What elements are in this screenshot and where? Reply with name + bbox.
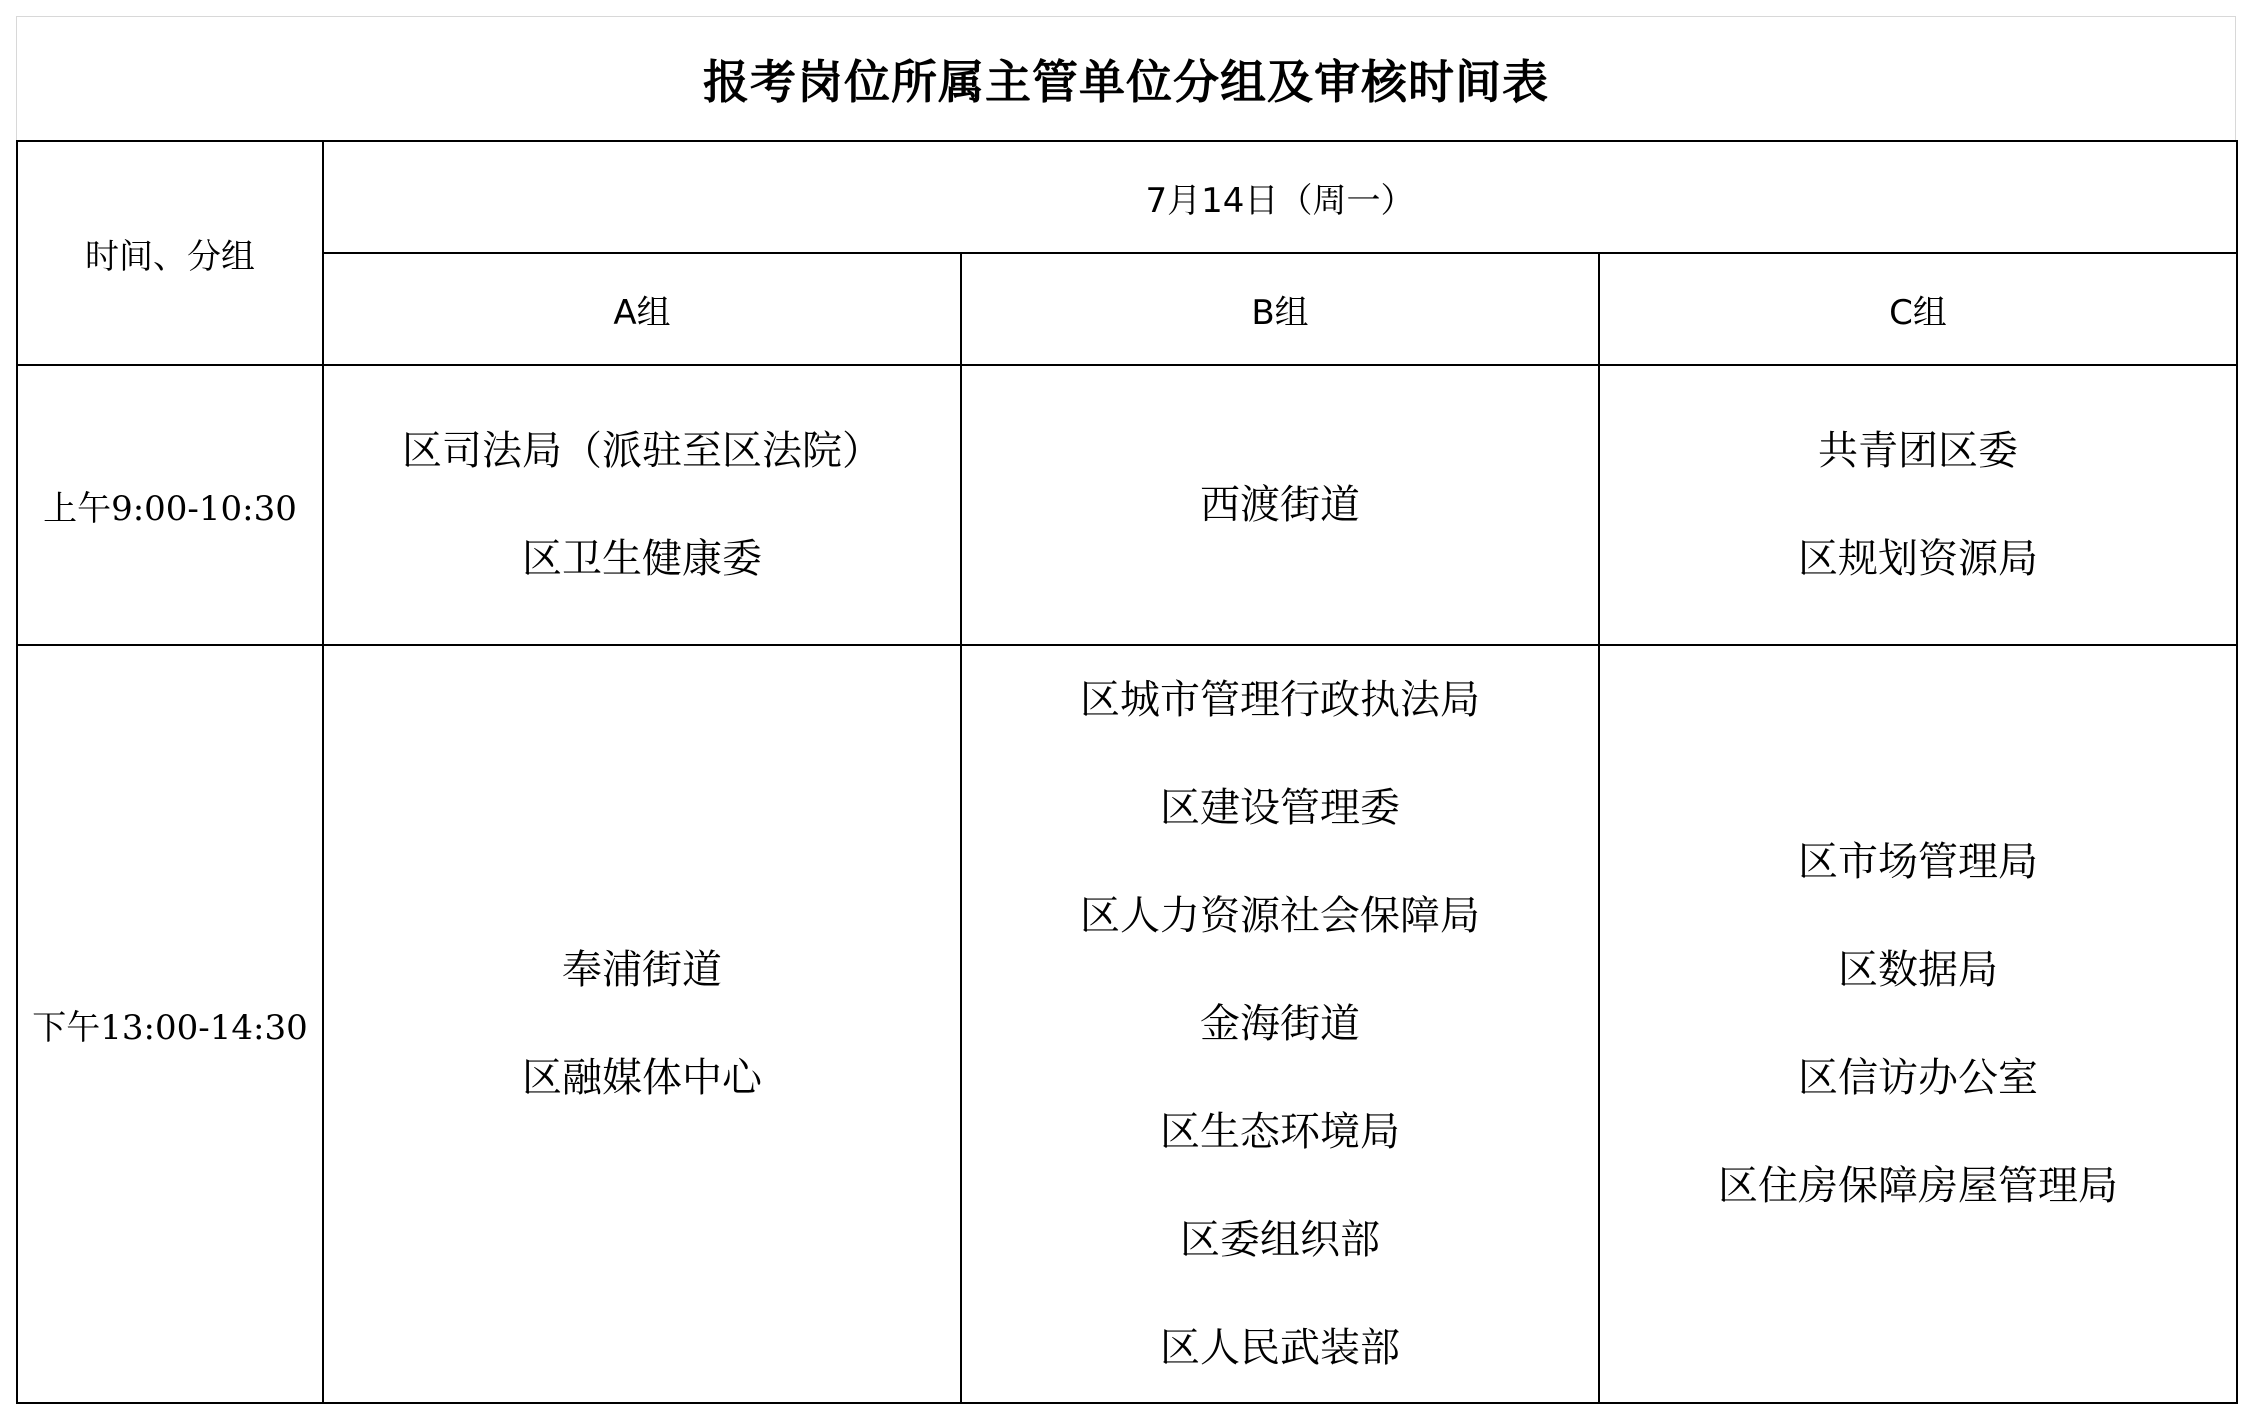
unit-list bbox=[1600, 397, 2236, 613]
unit-item: 区城市管理行政执法局 bbox=[1080, 677, 1480, 723]
afternoon-group-b-cell bbox=[961, 645, 1599, 1403]
unit-item: 区住房保障房屋管理局 bbox=[1718, 1163, 2118, 1209]
morning-group-a-cell bbox=[323, 365, 961, 645]
time-slot-afternoon: 下午13:00-14:30 bbox=[17, 645, 323, 1403]
unit-item: 西渡街道 bbox=[1200, 482, 1360, 528]
unit-list bbox=[1600, 808, 2236, 1240]
unit-list bbox=[962, 451, 1598, 559]
unit-item: 区市场管理局 bbox=[1798, 839, 2038, 885]
unit-item: 区数据局 bbox=[1838, 947, 1998, 993]
morning-group-b-cell bbox=[961, 365, 1599, 645]
unit-item: 区生态环境局 bbox=[1160, 1109, 1400, 1155]
unit-item: 区建设管理委 bbox=[1160, 785, 1400, 831]
morning-group-c-cell bbox=[1599, 365, 2237, 645]
group-a-header: A组 bbox=[323, 253, 961, 365]
afternoon-group-a-cell bbox=[323, 645, 961, 1403]
unit-item: 区司法局（派驻至区法院） bbox=[402, 428, 882, 474]
unit-list bbox=[324, 916, 960, 1132]
title-box bbox=[16, 16, 2236, 140]
unit-item: 区人力资源社会保障局 bbox=[1080, 893, 1480, 939]
time-slot-morning: 上午9:00-10:30 bbox=[17, 365, 323, 645]
unit-list bbox=[962, 646, 1598, 1402]
unit-item: 区融媒体中心 bbox=[522, 1055, 762, 1101]
unit-item: 区人民武装部 bbox=[1160, 1325, 1400, 1371]
afternoon-row bbox=[17, 645, 2237, 1403]
date-header: 7月14日（周一） bbox=[323, 141, 2237, 253]
unit-item: 金海街道 bbox=[1200, 1001, 1360, 1047]
schedule-sheet bbox=[16, 16, 2236, 1384]
corner-header: 时间、分组 bbox=[17, 141, 323, 365]
unit-list bbox=[324, 397, 960, 613]
group-c-header: C组 bbox=[1599, 253, 2237, 365]
morning-row bbox=[17, 365, 2237, 645]
header-row-groups bbox=[17, 253, 2237, 365]
header-row-date bbox=[17, 141, 2237, 253]
group-b-header: B组 bbox=[961, 253, 1599, 365]
unit-item: 奉浦街道 bbox=[562, 947, 722, 993]
unit-item: 区卫生健康委 bbox=[522, 536, 762, 582]
schedule-table bbox=[16, 140, 2238, 1404]
unit-item: 区规划资源局 bbox=[1798, 536, 2038, 582]
unit-item: 区委组织部 bbox=[1180, 1217, 1380, 1263]
afternoon-group-c-cell bbox=[1599, 645, 2237, 1403]
unit-item: 区信访办公室 bbox=[1798, 1055, 2038, 1101]
unit-item: 共青团区委 bbox=[1818, 428, 2018, 474]
page-title: 报考岗位所属主管单位分组及审核时间表 bbox=[703, 54, 1549, 109]
